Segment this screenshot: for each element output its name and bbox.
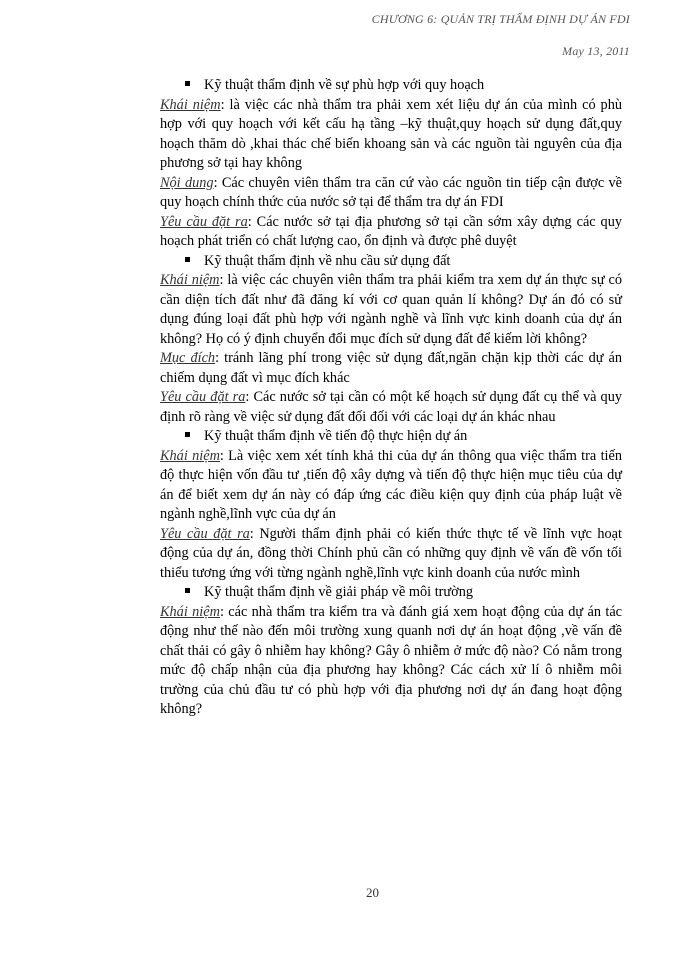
- paragraph: [160, 96, 622, 174]
- term-label: Khái niệm: [160, 272, 220, 288]
- paragraph-text: : Là việc xem xét tính khả thi của dự án thông qua việc thẩm tra tiến độ thực hiện vốn đầu tư ,tiến độ xây dựng và tiến độ thực hiện mục tiêu của dự án để biết xem dự án này có đáp ứng các điều kiện quy định của pháp luật về ngành nghề,lĩnh vực của dự án: [160, 447, 623, 522]
- paragraph: [160, 525, 622, 584]
- term-label: Yêu cầu đặt ra: [160, 213, 248, 230]
- paragraph-text: : Người thẩm định phải có kiến thức thực tế về lĩnh vực hoạt động của dự án, đồng thời Chính phủ cần có những quy định về vấn đề vốn tối thiểu tương ứng với từng ngành nghề,lĩnh vực kinh doanh của nước mình: [160, 525, 622, 581]
- paragraph: [160, 213, 622, 252]
- square-bullet-icon: [185, 432, 190, 437]
- paragraph-text: : tránh lãng phí trong việc sử dụng đất,ngăn chặn kịp thời các dự án chiếm dụng đất vì mục đích khác: [160, 350, 623, 386]
- paragraph-text: : Các chuyên viên thẩm tra căn cứ vào các nguồn tin tiếp cận được về quy hoạch chính thức của nước sở tại để thẩm tra dự án FDI: [160, 174, 622, 210]
- term-label: Khái niệm: [160, 447, 220, 464]
- paragraph: [160, 271, 622, 349]
- header-date: May 13, 2011: [562, 44, 630, 58]
- section-heading: [185, 427, 622, 447]
- paragraph: [160, 388, 622, 427]
- section-title: Kỹ thuật thẩm định về giải pháp về môi trường: [204, 584, 474, 600]
- paragraph: [160, 603, 622, 720]
- section-heading: [185, 76, 622, 96]
- chapter-header: CHƯƠNG 6: QUẢN TRỊ THẨM ĐỊNH DỰ ÁN FDI: [371, 12, 630, 26]
- paragraph: [160, 447, 622, 525]
- page-number: 20: [366, 885, 379, 900]
- term-label: Khái niệm: [160, 96, 221, 113]
- paragraph: [160, 349, 622, 388]
- term-label: Yêu cầu đặt ra: [160, 389, 246, 405]
- square-bullet-icon: [185, 588, 190, 593]
- paragraph-text: : là việc các nhà thẩm tra phải xem xét liệu dự án của mình có phù hợp với quy hoạch với kết cấu hạ tầng –kỹ thuật,quy hoạch sử dụng đất,quy hoạch thăm dò ,khai thác chế biến khoang sản và các nguồn tài nguyên của địa phương sở tại hay không: [160, 96, 622, 171]
- paragraph-text: : là việc các chuyên viên thẩm tra phải kiểm tra xem dự án thực sự có cần diện tích đất như đã đăng kí với cơ quan quản lí không? Dự án đó có sử dụng đúng loại đất phù hợp với ngành nghề và lĩnh vực kinh doanh của dự án không? Họ có ý định chuyển đổi mục đích sử dụng đất để kiếm lời không?: [160, 272, 623, 347]
- section-title: Kỹ thuật thẩm định về tiến độ thực hiện dự án: [204, 428, 468, 444]
- document-body: [160, 76, 622, 720]
- section-title: Kỹ thuật thẩm định về sự phù hợp với quy hoạch: [204, 77, 485, 93]
- term-label: Nội dung: [160, 174, 214, 191]
- term-label: Khái niệm: [160, 603, 220, 620]
- section-title: Kỹ thuật thẩm định về nhu cầu sử dụng đất: [204, 252, 451, 269]
- square-bullet-icon: [185, 81, 190, 86]
- section-heading: [185, 583, 622, 603]
- term-label: Yêu cầu đặt ra: [160, 525, 250, 542]
- paragraph: [160, 174, 622, 213]
- paragraph-text: : Các nước sở tại cần có một kế hoạch sử dụng đất cụ thể và quy định rõ ràng về việc sử dụng đất đối đối với các loại dự án khác nhau: [160, 389, 622, 425]
- square-bullet-icon: [185, 257, 190, 262]
- section-heading: [185, 252, 622, 272]
- paragraph-text: : Các nước sở tại địa phương sở tại cần sớm xây dựng các quy hoạch phát triển có chất lượng cao, ổn định và được phê duyệt: [160, 213, 622, 249]
- paragraph-text: : các nhà thẩm tra kiểm tra và đánh giá xem hoạt động của dự án tác động như thế nào đến môi trường xung quanh nơi dự án hoạt động ,về vấn đề chất thải có gây ô nhiễm hay không? Gây ô nhiễm ở mức độ nào? Có nằm trong mức độ chấp nhận của địa phương hay không? Các cách xử lí ô nhiễm môi trường của chủ đầu tư có phù hợp với địa phương nơi dự án đang hoạt động không?: [160, 603, 623, 717]
- term-label: Mục đích: [160, 350, 216, 366]
